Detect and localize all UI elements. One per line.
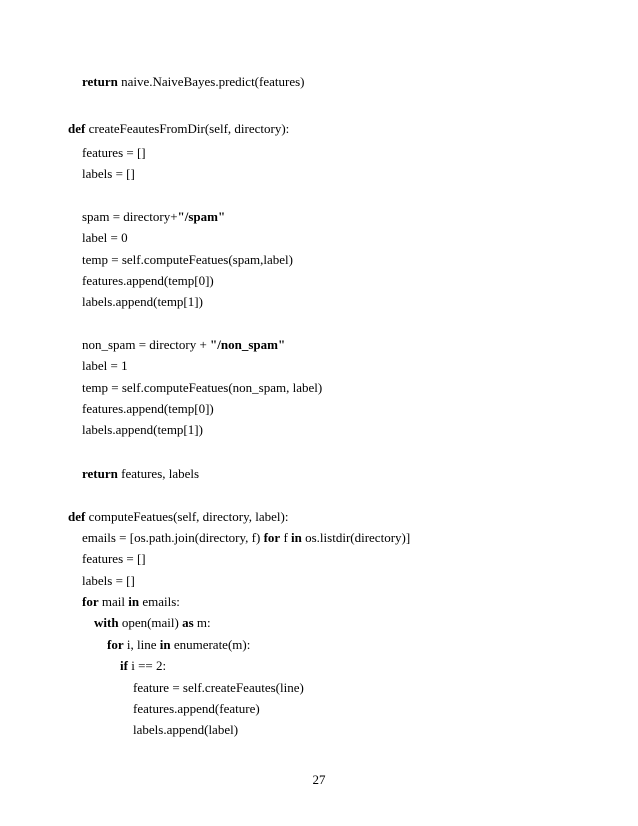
code-keyword: if (120, 658, 128, 673)
code-line (133, 701, 260, 717)
code-text: i, line (123, 637, 160, 652)
code-text: os.listdir(directory)] (301, 530, 411, 545)
code-line (82, 358, 128, 374)
code-keyword: return (82, 466, 118, 481)
code-line (94, 615, 211, 631)
code-text: labels.append(temp[1]) (82, 422, 203, 437)
code-text: features.append(temp[0]) (82, 273, 214, 288)
code-line (82, 466, 199, 482)
code-line (82, 252, 293, 268)
code-text: i == 2: (127, 658, 167, 673)
code-text: temp = self.computeFeatues(spam,label) (82, 252, 293, 267)
code-line (82, 294, 203, 310)
code-keyword: for (263, 530, 281, 545)
code-line (82, 551, 146, 567)
code-line (82, 380, 322, 396)
code-keyword: def (68, 509, 86, 524)
code-line (82, 530, 410, 546)
code-text: enumerate(m): (170, 637, 251, 652)
code-text: naive.NaiveBayes.predict(features) (117, 74, 305, 89)
code-text: label = 0 (82, 230, 128, 245)
code-text: emails: (139, 594, 180, 609)
code-text: features = [] (82, 145, 146, 160)
code-keyword: for (107, 637, 124, 652)
code-text: label = 1 (82, 358, 128, 373)
code-line (82, 74, 304, 90)
code-text: labels = [] (82, 573, 135, 588)
code-keyword: return (82, 74, 118, 89)
code-text: computeFeatues(self, directory, label): (85, 509, 289, 524)
code-text: temp = self.computeFeatues(non_spam, label) (82, 380, 323, 395)
code-line (68, 121, 289, 137)
code-text: non_spam = directory + (82, 337, 211, 352)
code-text: feature = self.createFeautes(line) (133, 680, 304, 695)
code-text: mail (98, 594, 129, 609)
code-line (133, 722, 238, 738)
code-text: open(mail) (118, 615, 183, 630)
code-keyword: def (68, 121, 86, 136)
code-text: emails = [os.path.join(directory, f) (82, 530, 264, 545)
code-line (82, 573, 135, 589)
code-keyword: with (94, 615, 119, 630)
code-text: features.append(feature) (133, 701, 260, 716)
code-line (82, 230, 128, 246)
code-line (82, 594, 180, 610)
code-keyword: for (82, 594, 99, 609)
code-keyword: "/spam" (177, 209, 226, 224)
code-line (68, 509, 288, 525)
code-text: labels.append(temp[1]) (82, 294, 203, 309)
code-line (82, 337, 285, 353)
code-keyword: in (291, 530, 302, 545)
code-keyword: as (182, 615, 194, 630)
code-line (82, 273, 214, 289)
code-text: features.append(temp[0]) (82, 401, 214, 416)
page-number: 27 (312, 772, 326, 787)
code-keyword: "/non_spam" (210, 337, 286, 352)
code-line (82, 166, 135, 182)
code-text: spam = directory+ (82, 209, 178, 224)
code-text: createFeautesFromDir(self, directory): (85, 121, 290, 136)
code-line (107, 637, 250, 653)
code-text: m: (193, 615, 211, 630)
code-text: features, labels (117, 466, 200, 481)
code-line (133, 680, 304, 696)
code-text: labels = [] (82, 166, 135, 181)
code-text: features = [] (82, 551, 146, 566)
code-line (120, 658, 166, 674)
code-keyword: in (128, 594, 140, 609)
code-line (82, 209, 225, 225)
code-text: labels.append(label) (133, 722, 239, 737)
code-line (82, 401, 214, 417)
code-line (82, 422, 203, 438)
code-text: f (280, 530, 292, 545)
code-line (82, 145, 146, 161)
code-keyword: in (159, 637, 171, 652)
